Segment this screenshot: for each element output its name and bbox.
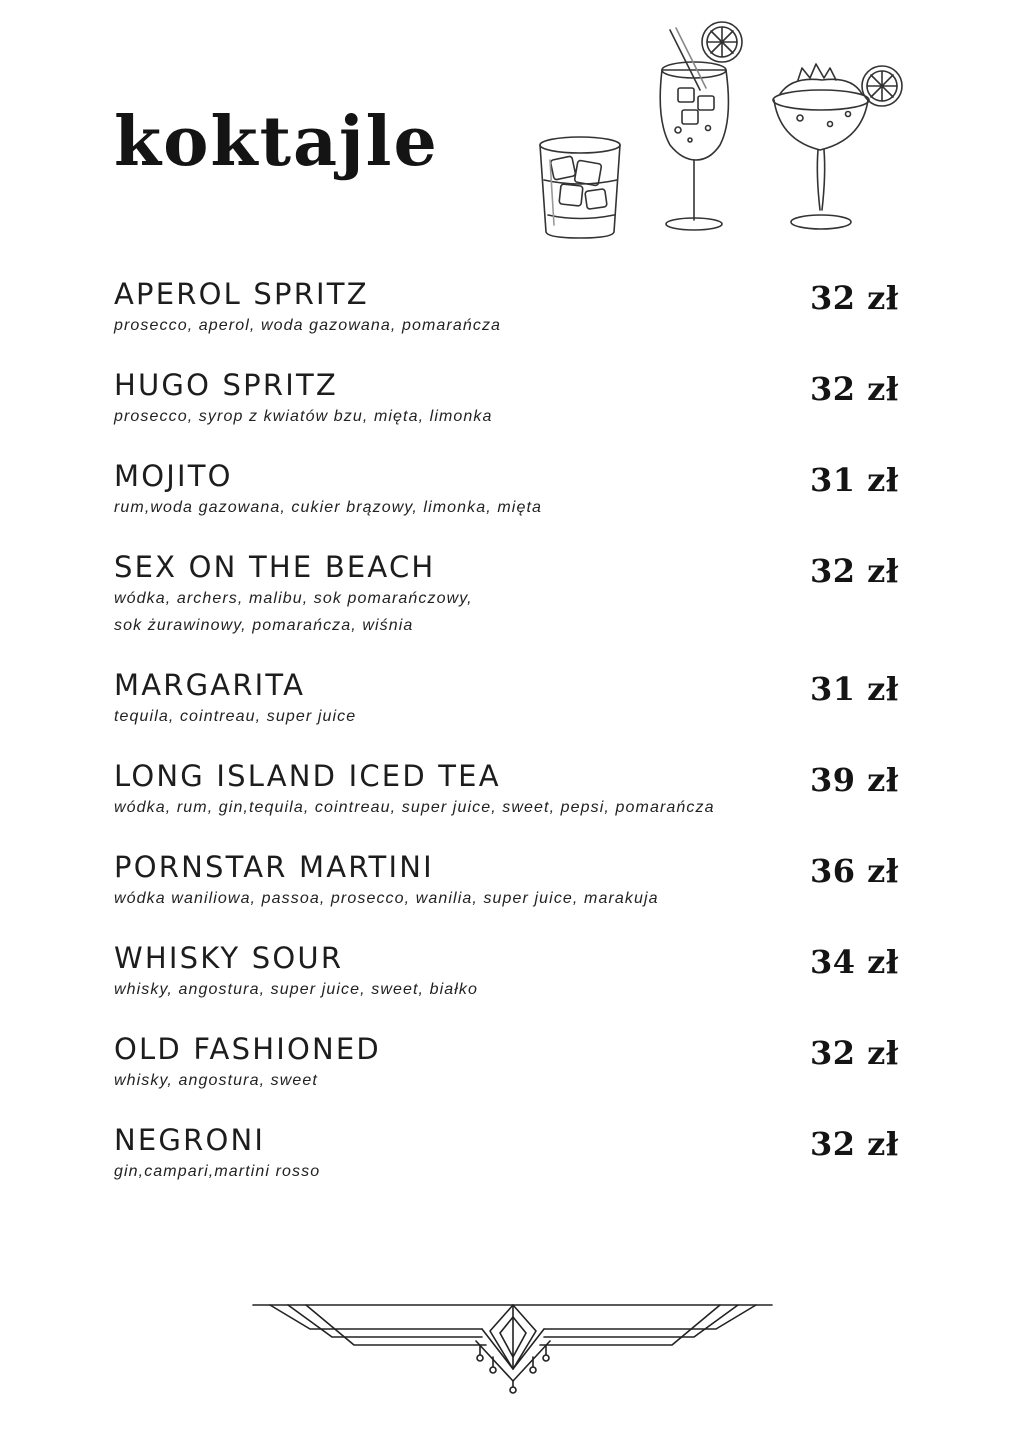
item-name: OLD FASHIONED	[114, 1032, 381, 1066]
menu-item	[114, 276, 914, 367]
menu-item	[114, 1031, 914, 1122]
item-price: 32 zł	[810, 279, 899, 317]
item-price: 32 zł	[810, 1034, 899, 1072]
item-description: wódka, archers, malibu, sok pomarańczowy,	[114, 590, 473, 607]
item-description-line2: sok żurawinowy, pomarańcza, wiśnia	[114, 617, 414, 634]
art-deco-ornament	[250, 1295, 776, 1395]
item-description: prosecco, syrop z kwiatów bzu, mięta, limonka	[114, 408, 493, 425]
item-name: MARGARITA	[114, 668, 306, 702]
item-name: APEROL SPRITZ	[114, 277, 369, 311]
item-name: WHISKY SOUR	[114, 941, 344, 975]
menu-title: koktajle	[114, 102, 439, 182]
menu-item	[114, 758, 914, 849]
menu-item	[114, 940, 914, 1031]
item-description: wódka waniliowa, passoa, prosecco, wanilia, super juice, marakuja	[114, 890, 659, 907]
item-price: 39 zł	[810, 761, 899, 799]
spritz-glass-icon	[660, 22, 742, 230]
item-price: 32 zł	[810, 1125, 899, 1163]
item-description: prosecco, aperol, woda gazowana, pomarańcza	[114, 317, 502, 334]
item-description: wódka, rum, gin,tequila, cointreau, super juice, sweet, pepsi, pomarańcza	[114, 799, 715, 816]
item-description: rum,woda gazowana, cukier brązowy, limonka, mięta	[114, 499, 542, 516]
item-name: HUGO SPRITZ	[114, 368, 338, 402]
item-description: whisky, angostura, super juice, sweet, białko	[114, 981, 479, 998]
menu-item	[114, 849, 914, 940]
cocktail-illustrations	[530, 10, 920, 250]
menu-item	[114, 367, 914, 458]
whiskey-glass-icon	[540, 137, 620, 238]
item-name: SEX ON THE BEACH	[114, 550, 436, 584]
cocktail-list	[114, 276, 914, 1213]
menu-item	[114, 549, 914, 667]
menu-item	[114, 667, 914, 758]
item-price: 34 zł	[810, 943, 899, 981]
item-price: 31 zł	[810, 461, 899, 499]
item-price: 31 zł	[810, 670, 899, 708]
item-name: NEGRONI	[114, 1123, 266, 1157]
item-description: gin,campari,martini rosso	[114, 1163, 321, 1180]
item-price: 36 zł	[810, 852, 899, 890]
menu-item	[114, 458, 914, 549]
item-price: 32 zł	[810, 370, 899, 408]
item-description: whisky, angostura, sweet	[114, 1072, 318, 1089]
item-name: MOJITO	[114, 459, 233, 493]
item-name: LONG ISLAND ICED TEA	[114, 759, 501, 793]
item-price: 32 zł	[810, 552, 899, 590]
menu-item	[114, 1122, 914, 1213]
margarita-glass-icon	[773, 64, 902, 229]
item-description: tequila, cointreau, super juice	[114, 708, 357, 725]
item-name: PORNSTAR MARTINI	[114, 850, 434, 884]
